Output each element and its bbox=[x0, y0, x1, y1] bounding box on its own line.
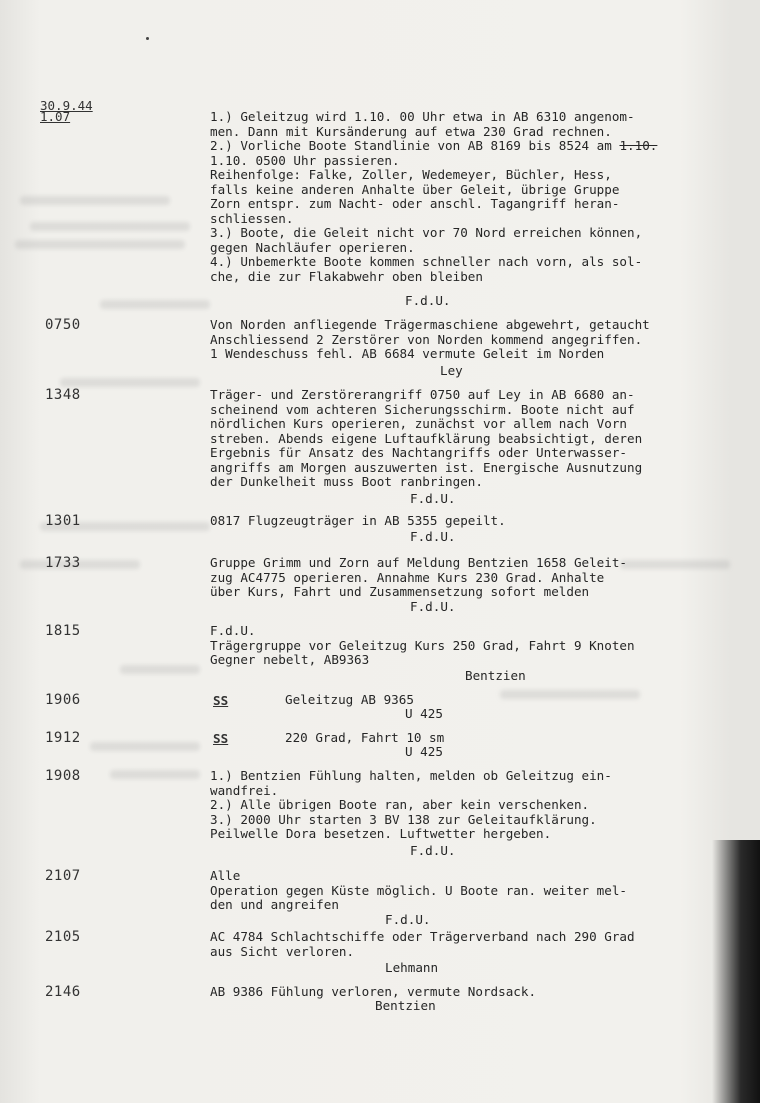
entry-text: 1.) Bentzien Fühlung halten, melden ob Geleitzug ein- wandfrei. 2.) Alle übrigen Boote ran, aber kein verschenken. 3.) 2000 Uhr starten 3 BV 138 zur Geleitaufklärung. Peilwelle Dora besetzen. Luftwetter hergeben. bbox=[210, 768, 612, 841]
entry-text: 0817 Flugzeugträger in AB 5355 gepeilt. bbox=[210, 513, 506, 528]
entry-time: 0750 bbox=[45, 317, 81, 333]
entry-text: 220 Grad, Fahrt 10 sm bbox=[285, 730, 445, 745]
bleed-through bbox=[120, 665, 200, 674]
entry-text: Gruppe Grimm und Zorn auf Meldung Bentzien 1658 Geleit- zug AC4775 operieren. Annahme Kurs 230 Grad. Anhalte über Kurs, Fahrt und Zusammensetzung sofort melden bbox=[210, 555, 628, 599]
signal-code: SS bbox=[213, 693, 229, 708]
bleed-through bbox=[500, 690, 640, 699]
entry-time: 2105 bbox=[45, 929, 81, 945]
log-header-time: 1.07 bbox=[40, 109, 71, 124]
punch-mark bbox=[146, 37, 149, 40]
entry-signature: Bentzien bbox=[465, 668, 526, 683]
signal-code: SS bbox=[213, 731, 229, 746]
entry-signature: F.d.U. bbox=[385, 912, 431, 927]
entry-time: 2107 bbox=[45, 868, 81, 884]
entry-signature: F.d.U. bbox=[410, 529, 456, 544]
entry-signature: Bentzien bbox=[375, 998, 436, 1013]
entry-signature: F.d.U. bbox=[405, 293, 451, 308]
entry-text: 1.) Geleitzug wird 1.10. 00 Uhr etwa in AB 6310 angenom- men. Dann mit Kursänderung auf etwa 230 Grad rechnen. 2.) Vorliche Boote Standlinie von AB 8169 bis 8524 am 1.10. 1.10. 0500 Uhr passieren. Reihenfolge: Falke, Zoller, Wedemeyer, Büchler, Hess, falls keine anderen Anhalte über Geleit, übrige Gruppe Zorn entspr. zum Nacht- oder anschl. Tagangriff heran- schliessen. 3.) Boote, die Geleit nicht vor 70 Nord erreichen können, gegen Nachläufer operieren. 4.) Unbemerkte Boote kommen schneller nach vorn, als sol- che, die zur Flakabwehr oben bleiben bbox=[210, 109, 658, 284]
entry-text: Alle Operation gegen Küste möglich. U Boote ran. weiter mel- den und angreifen bbox=[210, 868, 628, 912]
bleed-through bbox=[30, 222, 190, 231]
entry-signature: F.d.U. bbox=[410, 599, 456, 614]
entry-signature: Lehmann bbox=[385, 960, 439, 975]
bleed-through bbox=[110, 770, 200, 779]
entry-time: 1301 bbox=[45, 513, 81, 529]
entry-signature: Ley bbox=[440, 363, 463, 378]
entry-time: 2146 bbox=[45, 984, 81, 1000]
bleed-through bbox=[60, 378, 200, 387]
bleed-through bbox=[100, 300, 210, 309]
entry-text: Träger- und Zerstörerangriff 0750 auf Ley in AB 6680 an- scheinend vom achteren Sicherungsschirm. Boote nicht auf nördlichen Kurs operieren, zunächst vor allem nach Vorn streben. Abends eigene Luftaufklärung beabsichtigt, deren Ergebnis für Ansatz des Nachtangriffs oder Unterwasser- angriffs am Morgen auszuwerten ist. Energische Ausnutzung der Dunkelheit muss Boot ranbringen. bbox=[210, 387, 643, 489]
scan-edge-shadow bbox=[712, 840, 760, 1103]
bleed-through bbox=[90, 742, 200, 751]
entry-signature: F.d.U. bbox=[410, 843, 456, 858]
entry-time: 1912 bbox=[45, 730, 81, 746]
entry-time: 1908 bbox=[45, 768, 81, 784]
entry-time: 1906 bbox=[45, 692, 81, 708]
entry-text: Von Norden anfliegende Trägermaschiene abgewehrt, getaucht Anschliessend 2 Zerstörer von Norden kommend angegriffen. 1 Wendeschuss fehl. AB 6684 vermute Geleit im Norden bbox=[210, 317, 650, 361]
bleed-through bbox=[15, 240, 185, 249]
entry-signature: U 425 bbox=[405, 744, 443, 759]
entry-time: 1733 bbox=[45, 555, 81, 571]
entry-time: 1815 bbox=[45, 623, 81, 639]
entry-text: F.d.U. Trägergruppe vor Geleitzug Kurs 250 Grad, Fahrt 9 Knoten Gegner nebelt, AB9363 bbox=[210, 623, 635, 667]
log-date: 30.9.44 bbox=[40, 98, 93, 113]
struck-text: 1.10. bbox=[619, 138, 658, 153]
entry-time: 1348 bbox=[45, 387, 81, 403]
entry-signature: F.d.U. bbox=[410, 491, 456, 506]
entry-text: AB 9386 Fühlung verloren, vermute Nordsack. bbox=[210, 984, 537, 999]
entry-signature: U 425 bbox=[405, 706, 443, 721]
bleed-through bbox=[20, 196, 170, 205]
entry-text: Geleitzug AB 9365 bbox=[285, 692, 414, 707]
entry-text: AC 4784 Schlachtschiffe oder Trägerverband nach 290 Grad aus Sicht verloren. bbox=[210, 929, 635, 959]
